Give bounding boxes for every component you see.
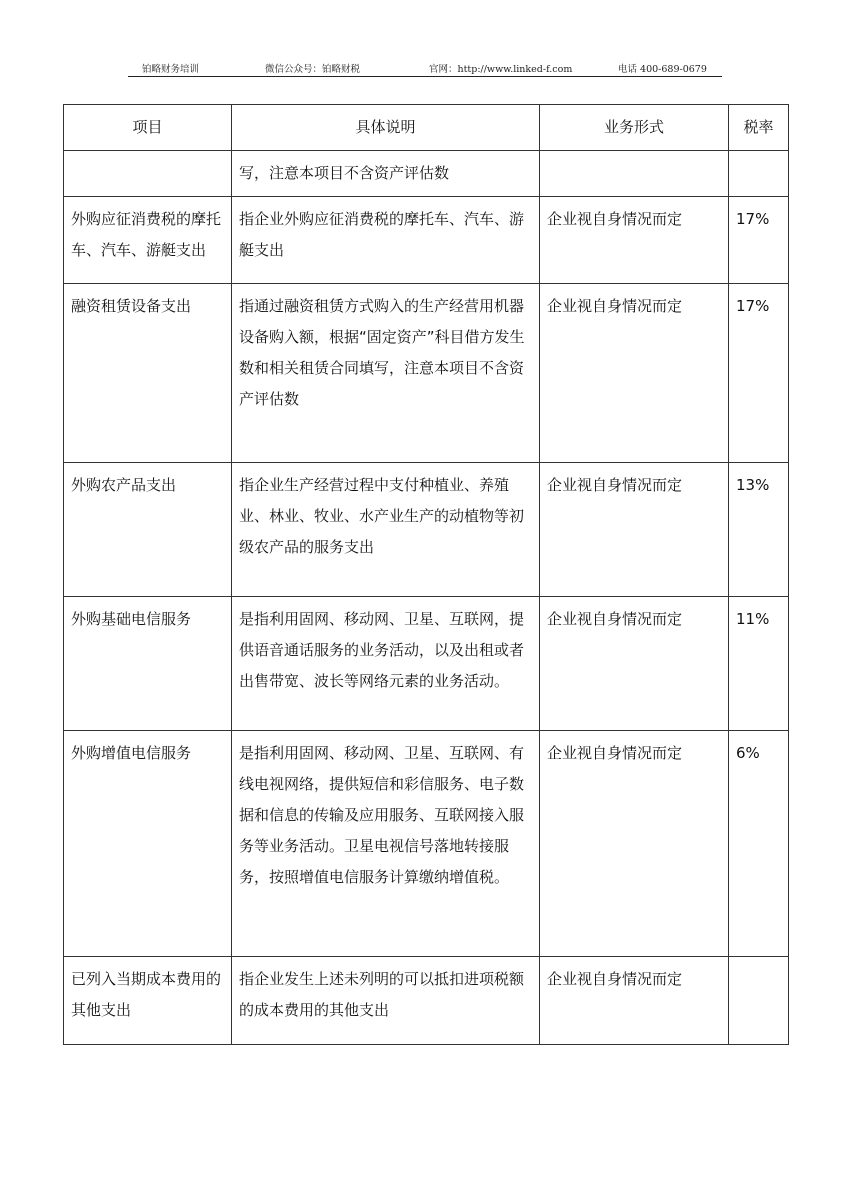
table-row <box>64 151 789 197</box>
cell-form: 企业视自身情况而定 <box>540 284 729 463</box>
header-website: 官网：http://www.linked-f.com <box>429 64 573 75</box>
table-row <box>64 197 789 284</box>
column-header-desc: 具体说明 <box>232 105 540 151</box>
cell-form: 企业视自身情况而定 <box>540 597 729 731</box>
cell-item <box>64 151 232 197</box>
cell-rate <box>729 957 789 1045</box>
cell-desc: 是指利用固网、移动网、卫星、互联网、有线电视网络，提供短信和彩信服务、电子数据和信息的传输及应用服务、互联网接入服务等业务活动。卫星电视信号落地转接服务，按照增值电信服务计算缴纳增值税。 <box>232 731 540 957</box>
cell-rate: 11% <box>729 597 789 731</box>
cell-rate: 6% <box>729 731 789 957</box>
cell-item: 外购基础电信服务 <box>64 597 232 731</box>
cell-desc: 指企业发生上述未列明的可以抵扣进项税额的成本费用的其他支出 <box>232 957 540 1045</box>
header-org: 铂略财务培训 <box>142 64 200 75</box>
table-row <box>64 597 789 731</box>
table-row <box>64 731 789 957</box>
cell-desc: 写，注意本项目不含资产评估数 <box>232 151 540 197</box>
cell-item: 已列入当期成本费用的其他支出 <box>64 957 232 1045</box>
table-row <box>64 463 789 597</box>
cell-item: 外购应征消费税的摩托车、汽车、游艇支出 <box>64 197 232 284</box>
cell-desc: 指通过融资租赁方式购入的生产经营用机器设备购入额，根据“固定资产”科目借方发生数和相关租赁合同填写，注意本项目不含资产评估数 <box>232 284 540 463</box>
cell-item: 外购农产品支出 <box>64 463 232 597</box>
cell-rate <box>729 151 789 197</box>
header-phone: 电话 400-689-0679 <box>618 64 707 75</box>
table-header-row <box>64 105 789 151</box>
column-header-form: 业务形式 <box>540 105 729 151</box>
cell-desc: 是指利用固网、移动网、卫星、互联网，提供语音通话服务的业务活动，以及出租或者出售带宽、波长等网络元素的业务活动。 <box>232 597 540 731</box>
cell-form: 企业视自身情况而定 <box>540 197 729 284</box>
cell-form: 企业视自身情况而定 <box>540 463 729 597</box>
tax-table <box>63 104 789 1045</box>
cell-desc: 指企业外购应征消费税的摩托车、汽车、游艇支出 <box>232 197 540 284</box>
cell-rate: 17% <box>729 197 789 284</box>
cell-rate: 17% <box>729 284 789 463</box>
cell-item: 融资租赁设备支出 <box>64 284 232 463</box>
table-row <box>64 957 789 1045</box>
table-row <box>64 284 789 463</box>
cell-item: 外购增值电信服务 <box>64 731 232 957</box>
cell-form <box>540 151 729 197</box>
header-wechat: 微信公众号：铂略财税 <box>265 64 361 75</box>
cell-rate: 13% <box>729 463 789 597</box>
cell-desc: 指企业生产经营过程中支付种植业、养殖业、林业、牧业、水产业生产的动植物等初级农产品的服务支出 <box>232 463 540 597</box>
page-header <box>128 58 722 77</box>
column-header-rate: 税率 <box>729 105 789 151</box>
cell-form: 企业视自身情况而定 <box>540 957 729 1045</box>
column-header-item: 项目 <box>64 105 232 151</box>
cell-form: 企业视自身情况而定 <box>540 731 729 957</box>
